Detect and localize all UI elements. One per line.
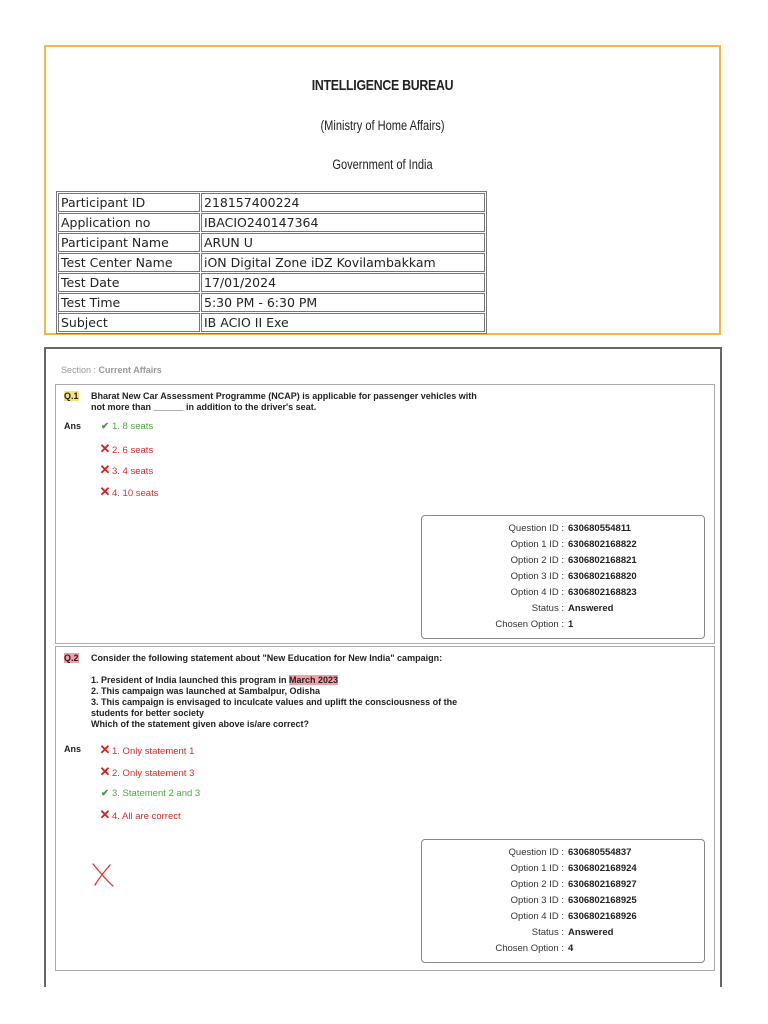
cross-icon: ✕ [99,807,111,822]
meta-label: Option 3 ID : [510,571,564,582]
test-center-label: Test Center Name [58,253,200,272]
question-text [91,653,561,730]
table-row [58,293,485,312]
candidate-info-table [56,191,487,334]
ans-label: Ans [64,421,82,431]
question-number-text: Q.1 [64,391,79,401]
meta-row [422,601,704,617]
meta-label: Option 3 ID : [510,895,564,906]
participant-name-value: ARUN U [201,233,485,252]
option-text: 3. Statement 2 and 3 [112,788,201,799]
cross-icon: ✕ [99,764,111,779]
meta-row [422,553,704,569]
meta-label: Option 1 ID : [510,539,564,550]
meta-row [422,909,704,925]
table-row [58,213,485,232]
meta-label: Option 2 ID : [510,879,564,890]
option-text: 1. 8 seats [112,421,154,432]
cross-icon: ✕ [99,462,111,477]
option-text: 4. All are correct [112,811,181,822]
meta-label: Status : [531,927,564,938]
question-card-2 [55,646,715,971]
statement-1-text: 1. President of India launched this program in [91,675,290,685]
meta-label: Chosen Option : [495,943,564,954]
meta-row [422,893,704,909]
option-4 [98,808,181,822]
participant-name-label: Participant Name [58,233,200,252]
subject-label: Subject [58,313,200,332]
meta-label: Chosen Option : [495,619,564,630]
section-prefix: Section : [61,365,97,375]
meta-value: Answered [568,603,614,614]
meta-row [422,845,704,861]
meta-label: Option 4 ID : [510,911,564,922]
government-line: Government of India [332,157,433,172]
option-text: 2. Only statement 3 [112,768,195,779]
option-2 [98,442,153,456]
meta-row [422,925,704,941]
meta-value: 6306802168925 [568,895,637,906]
meta-label: Question ID : [508,847,564,858]
option-2 [98,765,194,779]
meta-value: 6306802168823 [568,587,637,598]
question-line: not more than ______ in addition to the driver's seat. [91,402,317,412]
statement-3-cont: students for better society [91,708,205,718]
question-number [64,653,79,663]
section-title [61,365,162,375]
option-1 [98,743,194,757]
meta-label: Option 1 ID : [510,863,564,874]
cross-icon: ✕ [99,742,111,757]
meta-row [422,537,704,553]
question-text [91,391,561,413]
org-name: INTELLIGENCE BUREAU [311,77,454,94]
check-icon: ✔ [101,421,109,432]
test-date-value: 17/01/2024 [201,273,485,292]
meta-value: 6306802168821 [568,555,637,566]
meta-row [422,569,704,585]
statement-1 [91,675,561,686]
application-no-label: Application no [58,213,200,232]
highlighted-date: March 2023 [289,675,339,685]
meta-row [422,585,704,601]
table-row [58,253,485,272]
table-row [58,313,485,332]
option-1 [98,420,153,434]
question-card-1 [55,384,715,644]
meta-value: 6306802168924 [568,863,637,874]
meta-value: Answered [568,927,614,938]
question-intro: Consider the following statement about "New Education for New India" campaign: [91,653,443,663]
meta-value: 630680554837 [568,847,632,858]
option-text: 2. 6 seats [112,445,154,456]
table-row [58,273,485,292]
option-3 [98,463,153,477]
meta-value: 6306802168926 [568,911,637,922]
check-icon: ✔ [101,788,109,799]
table-row [58,233,485,252]
statement-2: 2. This campaign was launched at Sambalpur, Odisha [91,686,321,696]
question-ask: Which of the statement given above is/are correct? [91,719,310,729]
meta-label: Option 2 ID : [510,555,564,566]
question-paper [44,347,722,987]
meta-row [422,617,704,633]
test-date-label: Test Date [58,273,200,292]
participant-id-label: Participant ID [58,193,200,212]
test-center-value: iON Digital Zone iDZ Kovilambakkam [201,253,485,272]
meta-row [422,521,704,537]
meta-value: 630680554811 [568,523,631,534]
application-no-value: IBACIO240147364 [201,213,485,232]
candidate-header [44,45,721,335]
meta-value: 1 [568,619,574,630]
meta-value: 6306802168820 [568,571,637,582]
meta-label: Status : [531,603,564,614]
test-time-label: Test Time [58,293,200,312]
option-text: 1. Only statement 1 [112,746,195,757]
ans-label: Ans [64,744,82,754]
question-meta-box [421,515,705,639]
option-3 [98,787,200,801]
meta-value: 6306802168822 [568,539,637,550]
statement-3: 3. This campaign is envisaged to inculcate values and uplift the consciousness of the [91,697,458,707]
meta-row [422,941,704,957]
participant-id-value: 218157400224 [201,193,485,212]
section-name: Current Affairs [98,365,162,375]
meta-row [422,877,704,893]
option-4 [98,485,158,499]
subject-value: IB ACIO II Exe [201,313,485,332]
question-line: Bharat New Car Assessment Programme (NCAP) is applicable for passenger vehicles with [91,391,477,401]
meta-label: Option 4 ID : [510,587,564,598]
table-row [58,193,485,212]
cross-icon: ✕ [99,484,111,499]
cross-icon: ✕ [99,441,111,456]
meta-value: 4 [568,943,574,954]
meta-value: 6306802168927 [568,879,637,890]
test-time-value: 5:30 PM - 6:30 PM [201,293,485,312]
option-text: 4. 10 seats [112,488,159,499]
question-meta-box [421,839,705,963]
option-text: 3. 4 seats [112,466,154,477]
question-number-text: Q.2 [64,653,79,663]
handwritten-cross-icon [90,860,116,888]
question-number [64,391,79,401]
ministry-line: (Ministry of Home Affairs) [320,118,445,133]
meta-row [422,861,704,877]
meta-label: Question ID : [508,523,564,534]
